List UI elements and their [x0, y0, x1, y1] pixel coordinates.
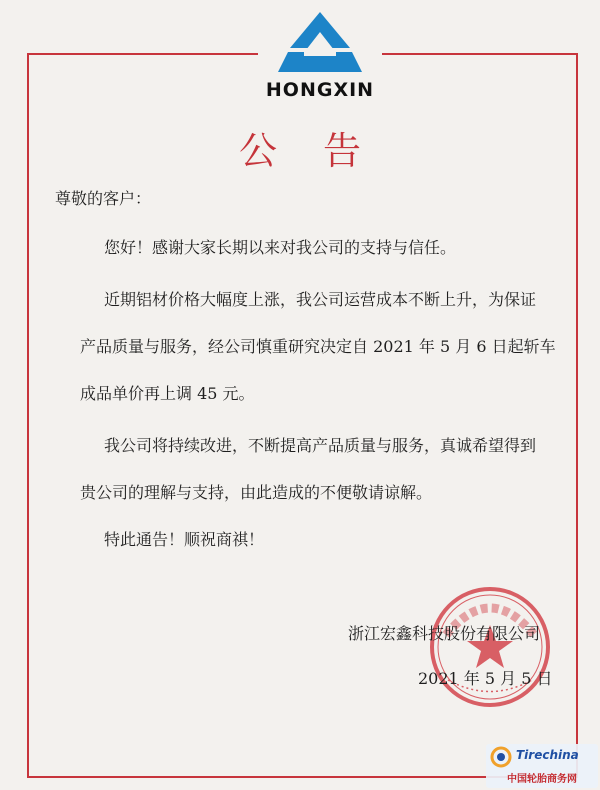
watermark-brand: Tirechina — [516, 748, 579, 762]
hongxin-logo-icon — [276, 10, 364, 76]
greeting: 尊敬的客户： — [55, 189, 152, 208]
company-seal — [428, 585, 552, 709]
notice-date: 2021 年 5 月 5 日 — [418, 669, 553, 688]
paragraph-2-line-2: 产品质量与服务，经公司慎重研究决定自 2021 年 5 月 6 日起斩车 — [80, 337, 556, 356]
paragraph-2-line-3: 成品单价再上调 45 元。 — [80, 384, 255, 403]
paragraph-3-line-2: 贵公司的理解与支持，由此造成的不便敬请谅解。 — [80, 483, 433, 502]
paragraph-3-line-1: 我公司将持续改进，不断提高产品质量与服务，真诚希望得到 — [104, 436, 537, 455]
notice-title: 公告 — [238, 129, 407, 173]
logo-wordmark: HONGXIN — [265, 79, 375, 101]
source-watermark — [486, 744, 598, 788]
watermark-caption: 中国轮胎商务网 — [507, 774, 577, 785]
paragraph-1: 您好！感谢大家长期以来对我公司的支持与信任。 — [104, 238, 457, 257]
paragraph-2-line-1: 近期铝材价格大幅度上涨，我公司运营成本不断上升，为保证 — [104, 290, 537, 309]
closing-line: 特此通告！顺祝商祺！ — [104, 530, 265, 549]
tirechina-logo-icon — [489, 746, 515, 768]
company-name: 浙江宏鑫科技股份有限公司 — [348, 624, 541, 643]
company-logo — [258, 4, 382, 100]
